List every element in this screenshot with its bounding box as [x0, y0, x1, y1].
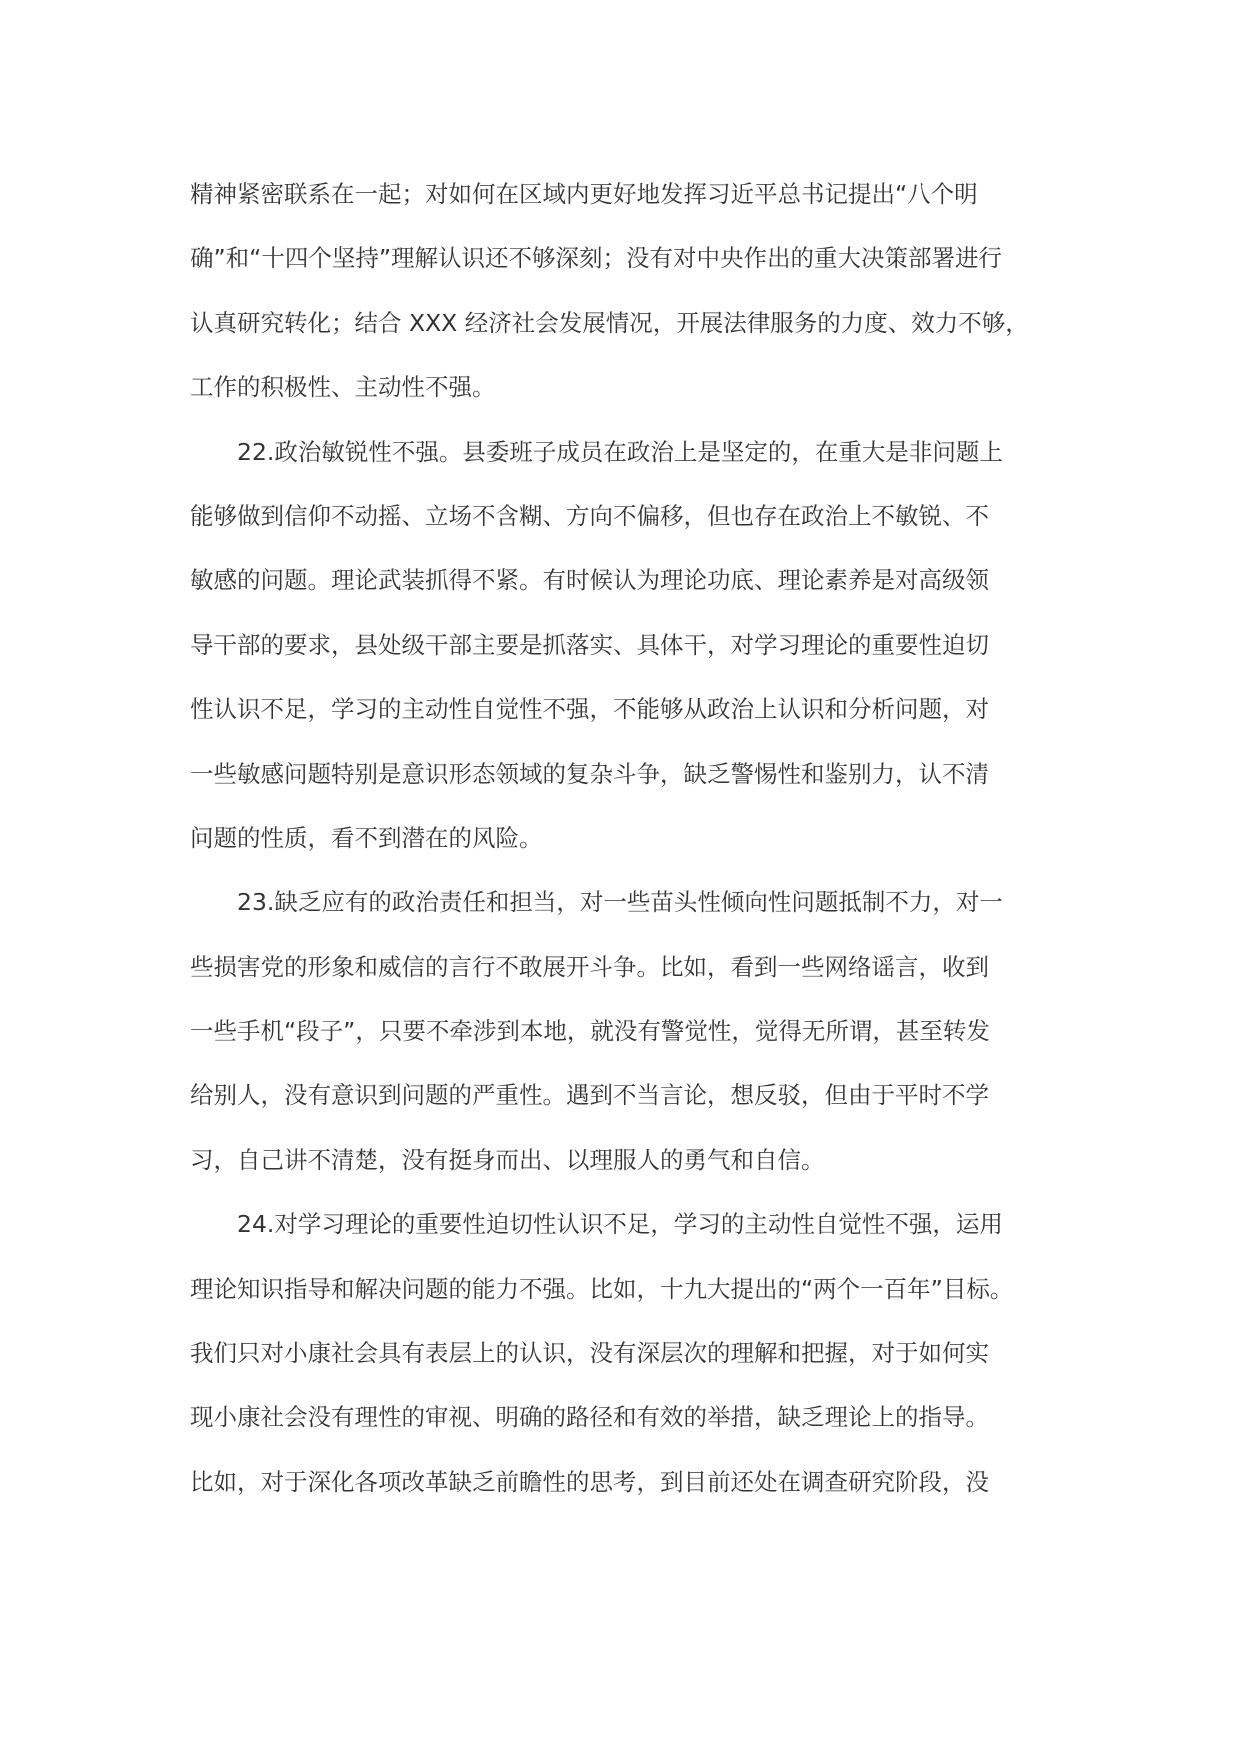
- paragraph-24-first-line: 24.对学习理论的重要性迫切性认识不足，学习的主动性自觉性不强，运用: [237, 1210, 1003, 1239]
- text-line: 性认识不足，学习的主动性自觉性不强，不能够从政治上认识和分析问题，对: [190, 695, 989, 724]
- document-body: [190, 162, 1070, 1514]
- text-line: 一些敏感问题特别是意识形态领域的复杂斗争，缺乏警惕性和鉴别力，认不清: [190, 759, 989, 788]
- text-line: 给别人，没有意识到问题的严重性。遇到不当言论，想反驳，但由于平时不学: [190, 1081, 989, 1110]
- text-line: 确”和“十四个坚持”理解认识还不够深刻；没有对中央作出的重大决策部署进行: [190, 244, 1003, 273]
- text-line: 导干部的要求，县处级干部主要是抓落实、具体干，对学习理论的重要性迫切: [190, 630, 989, 659]
- text-line: 能够做到信仰不动摇、立场不含糊、方向不偏移，但也存在政治上不敏锐、不: [190, 501, 989, 530]
- text-line: 一些手机“段子”，只要不牵涉到本地，就没有警觉性，觉得无所谓，甚至转发: [190, 1017, 990, 1046]
- paragraph-23-first-line: 23.缺乏应有的政治责任和担当，对一些苗头性倾向性问题抵制不力，对一: [237, 888, 1003, 917]
- text-line: 敏感的问题。理论武装抓得不紧。有时候认为理论功底、理论素养是对高级领: [190, 566, 989, 595]
- text-line: 些损害党的形象和威信的言行不敢展开斗争。比如，看到一些网络谣言，收到: [190, 952, 989, 981]
- text-line: 精神紧密联系在一起；对如何在区域内更好地发挥习近平总书记提出“八个明: [190, 180, 978, 208]
- text-line: 问题的性质，看不到潜在的风险。: [190, 823, 543, 852]
- paragraph-22-first-line: 22.政治敏锐性不强。县委班子成员在政治上是坚定的，在重大是非问题上: [237, 437, 1003, 466]
- text-line: 习，自己讲不清楚，没有挺身而出、以理服人的勇气和自信。: [190, 1145, 825, 1174]
- text-line: 我们只对小康社会具有表层上的认识，没有深层次的理解和把握，对于如何实: [190, 1339, 989, 1368]
- text-line: 认真研究转化；结合 XXX 经济社会发展情况，开展法律服务的力度、效力不够，: [190, 308, 1029, 337]
- text-line: 工作的积极性、主动性不强。: [190, 373, 496, 402]
- text-line: 理论知识指导和解决问题的能力不强。比如，十九大提出的“两个一百年”目标。: [190, 1274, 1014, 1303]
- text-line: 比如，对于深化各项改革缺乏前瞻性的思考，到目前还处在调查研究阶段，没: [190, 1467, 989, 1496]
- text-line: 现小康社会没有理性的审视、明确的路径和有效的举措，缺乏理论上的指导。: [190, 1403, 989, 1432]
